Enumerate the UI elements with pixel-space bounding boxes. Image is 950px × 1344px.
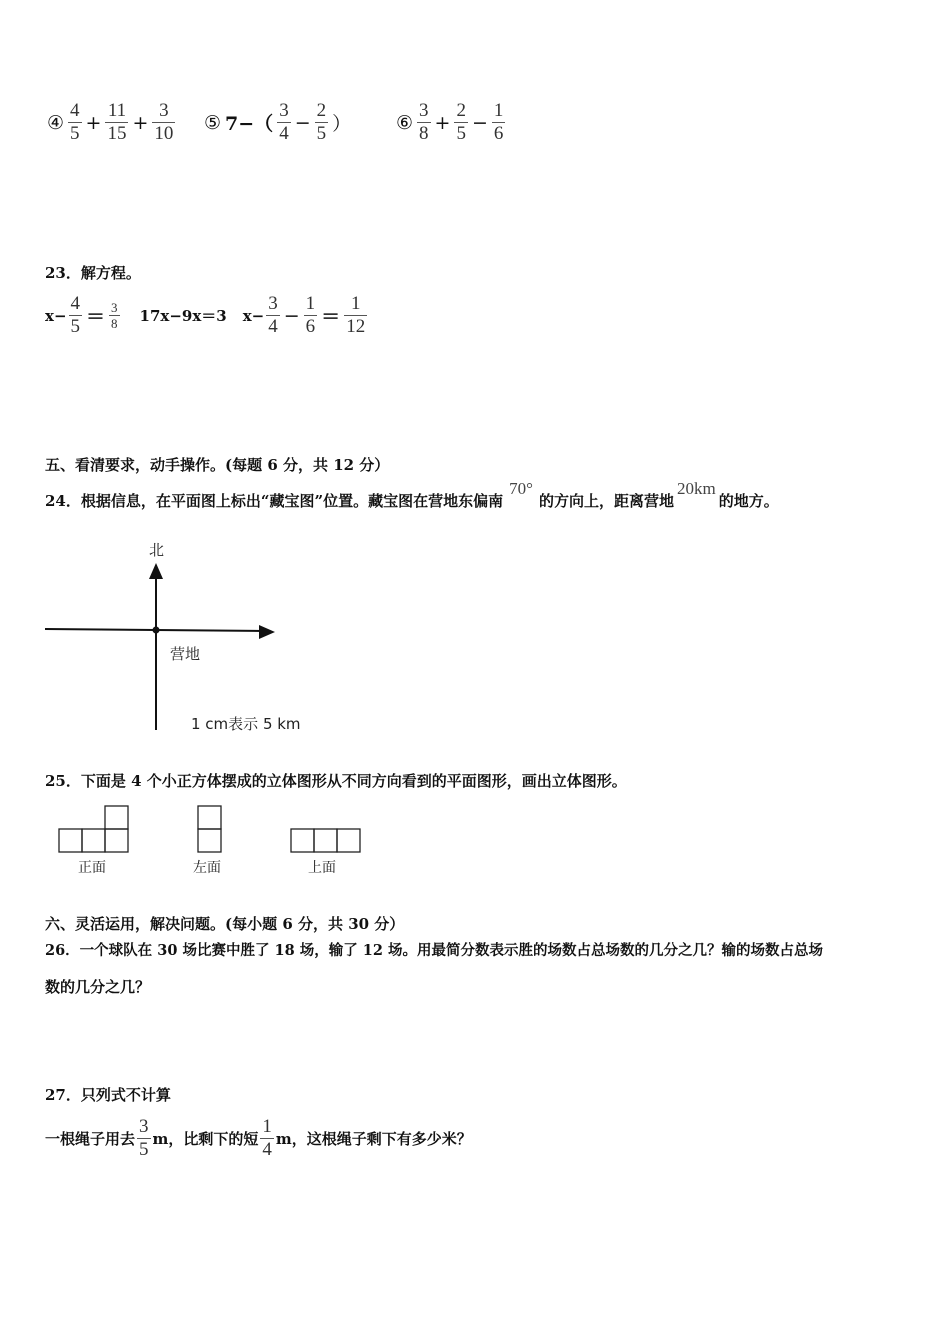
- q23-title: 23．解方程。: [45, 264, 141, 282]
- fraction: $\frac{1}{4}$: [262, 1116, 272, 1160]
- q24-text-b: 的方向上，距离营地: [538, 492, 674, 510]
- q26-line-1: 26．一个球队在 30 场比赛中胜了 18 场，输了 12 场。用最简分数表示胜的场数占总场数的几分之几？输的场数占总场: [45, 942, 823, 959]
- view-square: [198, 829, 221, 852]
- equals: ＝: [321, 306, 341, 328]
- scale-label: 1 cm表示 5 km: [191, 715, 301, 733]
- fraction: $\frac{11}{15}$: [107, 100, 127, 144]
- view-square: [291, 829, 314, 852]
- q24-angle: 70°: [509, 479, 533, 498]
- top-view-label: 上面: [308, 860, 336, 876]
- problem-marker: ④: [47, 111, 65, 134]
- q27-problem: [45, 1116, 472, 1161]
- fraction: $\frac{2}{5}$: [456, 100, 466, 144]
- equation-2: 17x−9x＝3: [139, 307, 227, 325]
- north-label: 北: [149, 541, 165, 559]
- q24-text-c: 的地方。: [718, 492, 779, 510]
- view-square: [337, 829, 360, 852]
- fraction: $\frac{2}{5}$: [316, 100, 327, 144]
- equation-lead: x−: [45, 306, 67, 325]
- fraction: $\frac{4}{5}$: [70, 100, 80, 144]
- q27-title: 27．只列式不计算: [45, 1086, 171, 1104]
- view-square: [82, 829, 105, 852]
- paren-close: ）: [332, 113, 352, 135]
- problem-marker: ⑤: [204, 111, 222, 134]
- left-view: [198, 806, 221, 852]
- section-6-title: 六、灵活运用，解决问题。(每小题 6 分，共 30 分）: [45, 915, 405, 933]
- operator: +: [132, 111, 149, 134]
- fraction: $\frac{4}{5}$: [70, 293, 81, 337]
- operator: +: [85, 111, 102, 134]
- view-square: [105, 829, 128, 852]
- operator: +: [434, 111, 451, 134]
- q26-line-2: 数的几分之几？: [45, 978, 151, 996]
- fraction: $\frac{1}{12}$: [346, 293, 366, 337]
- fraction: $\frac{1}{6}$: [493, 100, 504, 144]
- left-view-label: 左面: [193, 860, 221, 876]
- fraction: $\frac{3}{8}$: [419, 100, 429, 144]
- q27-text-a: 一根绳子用去: [45, 1130, 136, 1148]
- operator: −: [471, 111, 488, 134]
- q24-distance: 20km: [676, 479, 716, 498]
- camp-label: 营地: [170, 645, 201, 663]
- front-view: [59, 806, 128, 852]
- operator: −: [294, 111, 311, 134]
- view-square: [59, 829, 82, 852]
- view-square: [105, 806, 128, 829]
- fraction: $\frac{3}{8}$: [111, 300, 118, 331]
- view-square: [198, 806, 221, 829]
- fraction: $\frac{3}{4}$: [268, 293, 278, 337]
- expression-lead: 7−（: [225, 113, 274, 135]
- fraction: $\frac{3}{5}$: [139, 1116, 149, 1160]
- q25-text: 25．下面是 4 个小正方体摆成的立体图形从不同方向看到的平面图形，画出立体图形。: [45, 772, 627, 790]
- q24-text-a: 24．根据信息，在平面图上标出“藏宝图”位置。藏宝图在营地东偏南: [45, 492, 504, 510]
- q27-text-b: m，比剩下的短: [152, 1130, 259, 1148]
- view-square: [314, 829, 337, 852]
- problem-marker: ⑥: [396, 111, 414, 134]
- equation-lead: x−: [242, 306, 265, 325]
- fraction: $\frac{3}{4}$: [279, 100, 289, 144]
- front-view-label: 正面: [78, 860, 106, 876]
- section-5-title: 五、看清要求，动手操作。(每题 6 分，共 12 分）: [45, 456, 390, 474]
- top-view: [291, 829, 360, 852]
- equals: ＝: [86, 306, 106, 328]
- fraction: $\frac{1}{6}$: [305, 293, 316, 337]
- q27-text-c: m，这根绳子剩下有多少米？: [275, 1130, 472, 1148]
- operator: −: [283, 304, 300, 327]
- fraction: $\frac{3}{10}$: [154, 100, 174, 144]
